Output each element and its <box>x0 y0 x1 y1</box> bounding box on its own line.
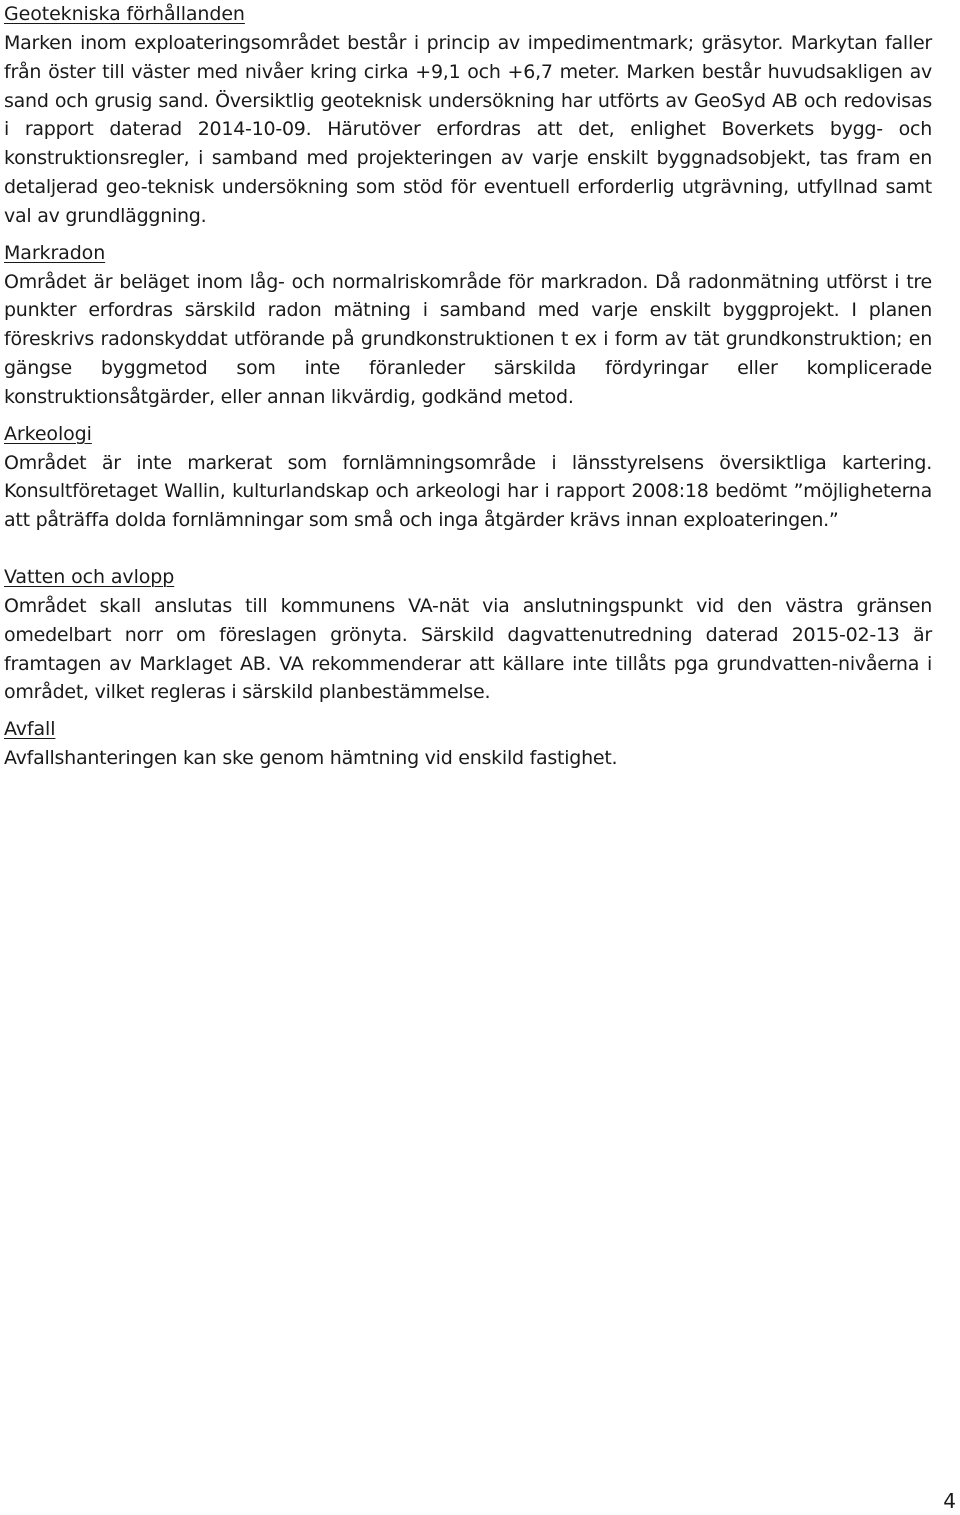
section-heading: Avfall <box>4 718 56 741</box>
section-avfall <box>4 715 932 773</box>
section-paragraph: Området är inte markerat som fornlämningsområde i länsstyrelsens översiktliga kartering. Konsultföretaget Wallin, kulturlandskap och arkeologi har i rapport 2008:18 bedömt ”möjligheterna att påträffa dolda fornlämningar som små och inga åtgärder krävs innan exploateringen.” <box>4 451 932 532</box>
section-paragraph: Marken inom exploateringsområdet består i princip av impedimentmark; gräsytor. Markytan faller från öster till väster med nivåer kring cirka +9,1 och +6,7 meter. Marken består huvudsakligen av sand och grusig sand. Översiktlig geoteknisk undersökning har utförts av GeoSyd AB och redovisas i rapport daterad 2014-10-09. Härutöver erfordras att det, enlighet Boverkets bygg- och konstruktionsregler, i samband med projekteringen av varje enskilt byggnadsobjekt, tas fram en detaljerad geo-teknisk undersökning som stöd för eventuell erforderlig utgrävning, utfyllnad samt val av grundläggning. <box>4 32 932 227</box>
document-body <box>4 0 932 773</box>
section-heading: Geotekniska förhållanden <box>4 3 245 25</box>
section-paragraph: Avfallshanteringen kan ske genom hämtning vid enskild fastighet. <box>4 747 618 770</box>
section-heading: Markradon <box>4 241 106 264</box>
section-geotekniska <box>4 0 932 231</box>
section-paragraph: Området skall anslutas till kommunens VA-nät via anslutningspunkt vid den västra gränsen omedelbart norr om föreslagen grönyta. Särskild dagvattenutredning daterad 2015-02-13 är framtagen av Marklaget AB. VA rekommenderar att källare inte tillåts pga grundvatten-nivåerna i området, vilket regleras i särskild planbestämmelse. <box>4 594 932 704</box>
page-number: 4 <box>943 1489 956 1513</box>
section-heading: Vatten och avlopp <box>4 565 175 588</box>
section-vatten-och-avlopp <box>4 563 932 707</box>
section-markradon <box>4 239 932 412</box>
section-paragraph: Området är beläget inom låg- och normalriskområde för markradon. Då radonmätning utförst i tre punkter erfordras särskild radon mätning i samband med varje enskilt byggprojekt. I planen föreskrivs radonskyddat utförande på grundkonstruktionen t ex i form av tät grundkonstruktion; en gängse byggmetod som inte föranleder särskilda fördyringar eller komplicerade konstruktionsåtgärder, eller annan likvärdig, godkänd metod. <box>4 270 932 408</box>
section-heading: Arkeologi <box>4 422 92 445</box>
section-arkeologi <box>4 420 932 535</box>
